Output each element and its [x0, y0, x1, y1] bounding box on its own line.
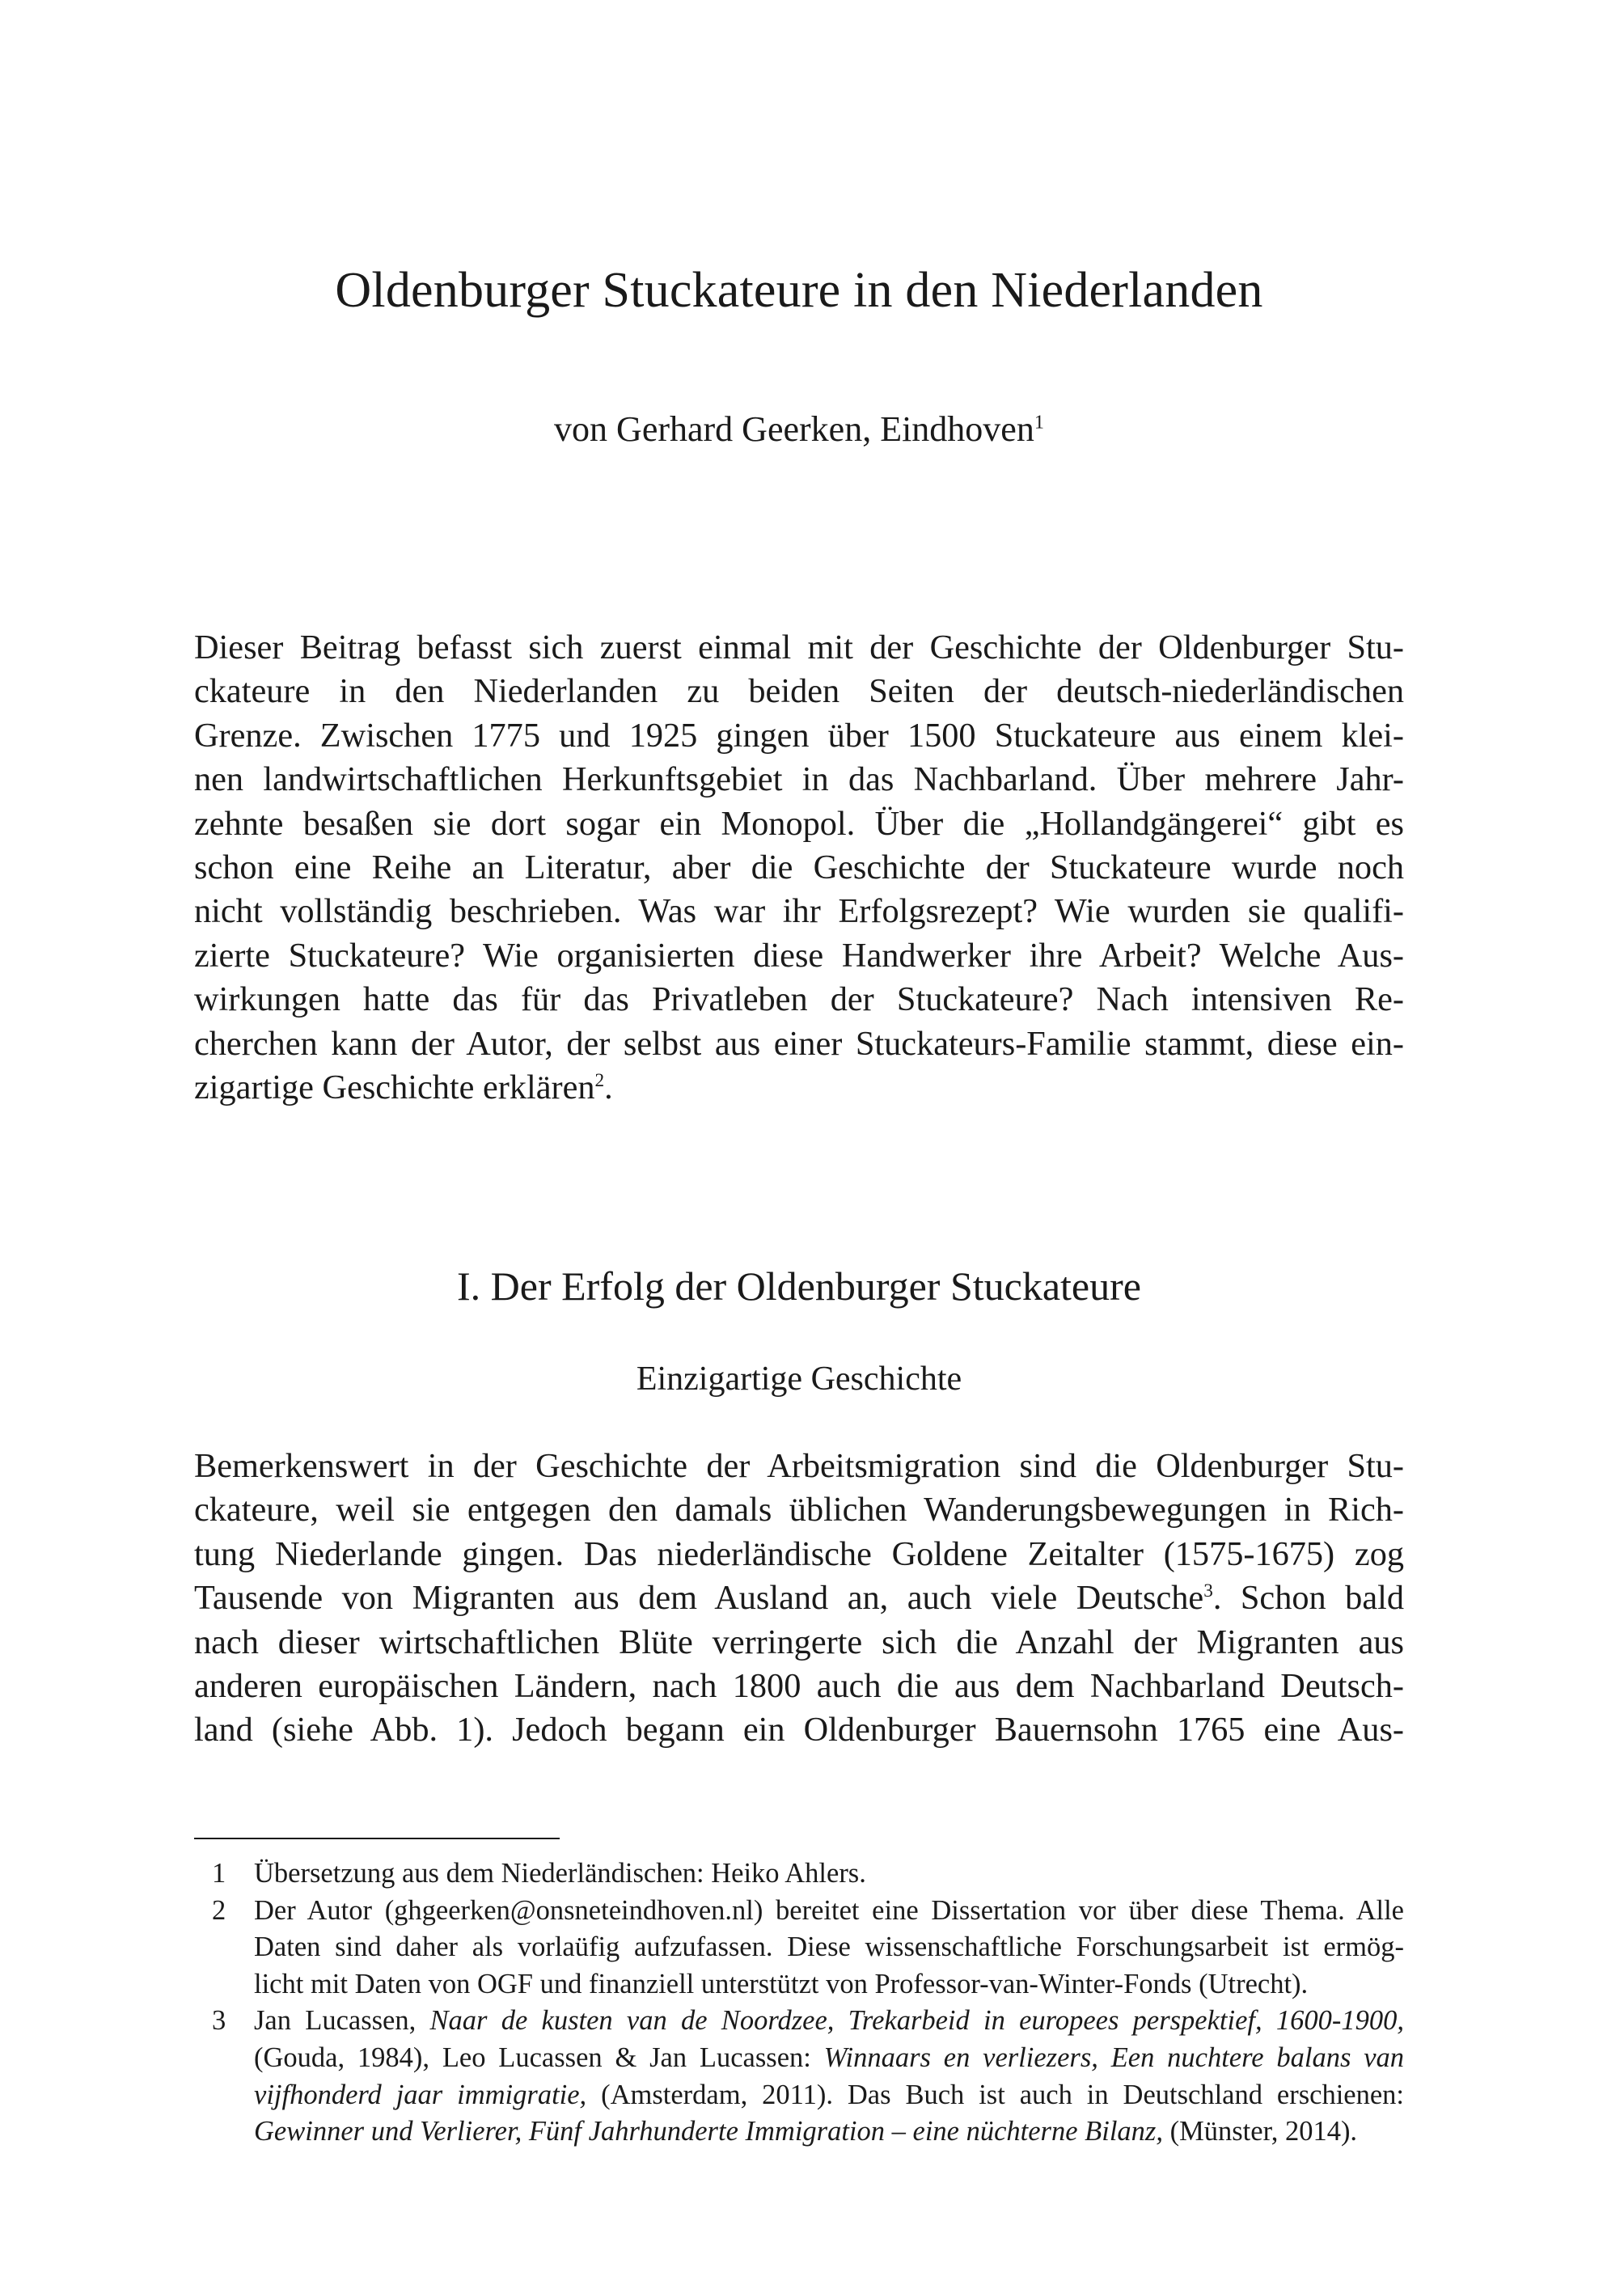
footnote-part: (Gouda, 1984), Leo Lucassen & Jan Lucassen: — [254, 2041, 824, 2073]
body-line-with-ref — [194, 1576, 1404, 1620]
footnote-divider — [194, 1838, 560, 1839]
body-line: Bemerkenswert in der Geschichte der Arbeitsmigration sind die Oldenburger Stu- — [194, 1447, 1404, 1485]
abstract-last-text: zigartige Geschichte erklären — [194, 1068, 595, 1107]
footnote-number: 3 — [212, 2005, 226, 2037]
page — [194, 0, 1404, 2289]
footnote-part: Jan Lucassen, — [254, 2005, 430, 2037]
abstract — [194, 626, 1404, 1110]
footnote-ref-1[interactable]: 1 — [1034, 411, 1044, 434]
author-line — [194, 408, 1404, 451]
footnote-number: 2 — [212, 1894, 226, 1926]
footnote-3 — [194, 2003, 1404, 2150]
footnote-part: (Amsterdam, 2011). Das Buch ist auch in Deutschland erschienen: — [586, 2079, 1405, 2110]
footnote-line: Daten sind daher als vorlaüfig aufzufassen. Diese wissenschaftliche Forschungsarbeit ist ermög- — [254, 1931, 1404, 1963]
footnote-line — [254, 2003, 1404, 2040]
footnote-ref-2[interactable]: 2 — [594, 1069, 605, 1091]
footnote-italic: Winnaars en verliezers, Een nuchtere balans van — [823, 2041, 1405, 2073]
abstract-line: zehnte besaßen sie dort sogar ein Monopol. Über die „Hollandgängerei“ gibt es — [194, 804, 1404, 843]
body-line-part: . Schon bald — [1212, 1579, 1404, 1618]
footnote-part: (Münster, 2014). — [1162, 2116, 1358, 2147]
section-subheading: Einzigartige Geschichte — [636, 1360, 962, 1398]
footnote-italic: vijfhonderd jaar immigratie, — [254, 2079, 587, 2110]
footnote-text — [254, 2003, 1404, 2150]
footnote-1 — [194, 1855, 1404, 1893]
footnote-text — [254, 1893, 1404, 2003]
abstract-line: nicht vollständig beschrieben. Was war ihr Erfolgsrezept? Wie wurden sie qualifi- — [194, 892, 1404, 931]
body-line: ckateure, weil sie entgegen den damals üblichen Wanderungsbewegungen in Rich- — [194, 1491, 1404, 1530]
footnote-line: Übersetzung aus dem Niederländischen: Heiko Ahlers. — [254, 1858, 866, 1889]
abstract-line: Dieser Beitrag befasst sich zuerst einmal mit der Geschichte der Oldenburger Stu- — [194, 628, 1404, 666]
footnote-line — [254, 2040, 1404, 2077]
author-name: von Gerhard Geerken, Eindhoven — [554, 409, 1034, 449]
abstract-line: wirkungen hatte das für das Privatleben der Stuckateure? Nach intensiven Re- — [194, 980, 1404, 1019]
footnote-ref-3[interactable]: 3 — [1203, 1580, 1213, 1602]
footnote-line — [254, 2077, 1404, 2114]
abstract-line: zierte Stuckateure? Wie organisierten diese Handwerker ihre Arbeit? Welche Aus- — [194, 936, 1404, 975]
body-line: tung Niederlande gingen. Das niederländische Goldene Zeitalter (1575-1675) zog — [194, 1534, 1404, 1573]
body-line: nach dieser wirtschaftlichen Blüte verringerte sich die Anzahl der Migranten aus — [194, 1623, 1404, 1661]
body-line: land (siehe Abb. 1). Jedoch begann ein Oldenburger Bauernsohn 1765 eine Aus- — [194, 1711, 1404, 1750]
body-paragraph — [194, 1445, 1404, 1753]
footnote-line: Der Autor (ghgeerken@onsneteindhoven.nl) bereitet eine Dissertation vor über diese Thema. Alle — [254, 1894, 1404, 1926]
abstract-line: cherchen kann der Autor, der selbst aus einer Stuckateurs-Familie stammt, diese ein- — [194, 1024, 1404, 1063]
abstract-line: Grenze. Zwischen 1775 und 1925 gingen über 1500 Stuckateure aus einem klei- — [194, 716, 1404, 755]
footnote-line: licht mit Daten von OGF und finanziell unterstützt von Professor-van-Winter-Fonds (Utrecht). — [254, 1968, 1309, 1999]
abstract-last-line — [194, 1066, 1404, 1110]
abstract-line: nen landwirtschaftlichen Herkunftsgebiet in das Nachbarland. Über mehrere Jahr- — [194, 760, 1404, 799]
article-title: Oldenburger Stuckateure in den Niederlanden — [335, 263, 1263, 318]
footnote-line — [254, 2113, 1404, 2151]
footnote-number: 1 — [212, 1858, 226, 1889]
body-line: anderen europäischen Ländern, nach 1800 auch die aus dem Nachbarland Deutsch- — [194, 1667, 1404, 1706]
body-line-part: Tausende von Migranten aus dem Ausland an, auch viele Deutsche — [194, 1579, 1204, 1618]
footnote-italic: Naar de kusten van de Noordzee, Trekarbeid in europees perspektief, 1600-1900, — [429, 2005, 1404, 2037]
footnotes — [194, 1855, 1404, 2151]
abstract-last-end: . — [604, 1068, 613, 1107]
footnote-2 — [194, 1893, 1404, 2003]
abstract-line: ckateure in den Niederlanden zu beiden Seiten der deutsch-niederländischen — [194, 672, 1404, 711]
section-heading: I. Der Erfolg der Oldenburger Stuckateure — [457, 1263, 1141, 1309]
footnote-text — [254, 1855, 1404, 1893]
abstract-line: schon eine Reihe an Literatur, aber die Geschichte der Stuckateure wurde noch — [194, 848, 1404, 887]
footnote-italic: Gewinner und Verlierer, Fünf Jahrhunderte Immigration – eine nüchterne Bilanz, — [254, 2116, 1163, 2147]
